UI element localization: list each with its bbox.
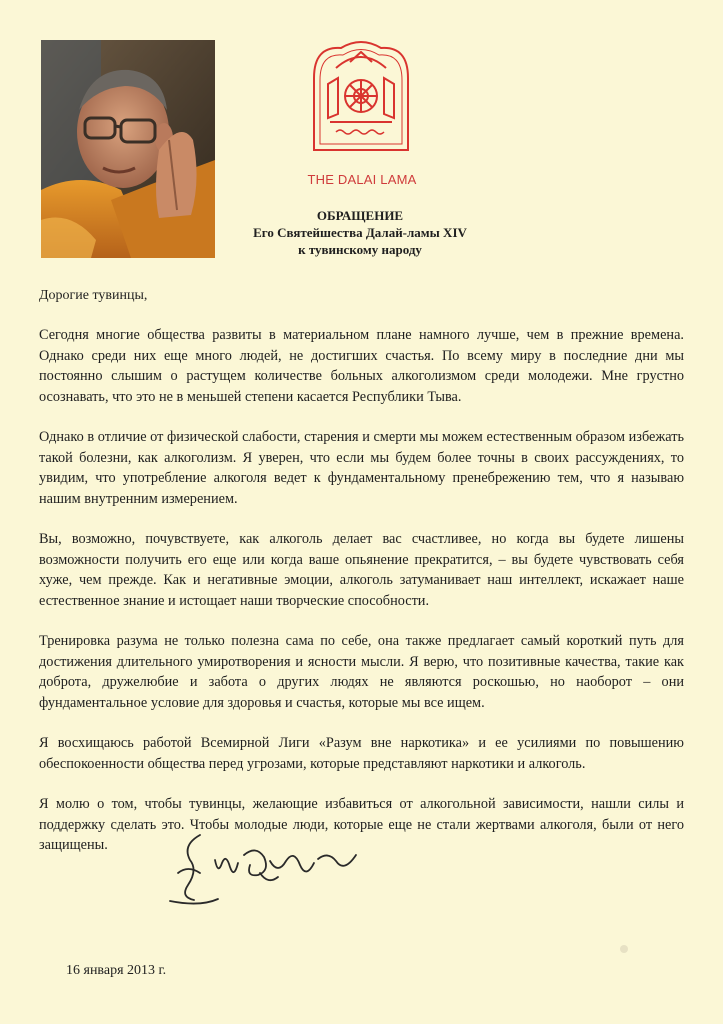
signature-icon <box>160 815 360 930</box>
heading-line-2: Его Святейшества Далай-ламы XIV <box>253 225 467 240</box>
letter-date: 16 января 2013 г. <box>66 963 167 978</box>
paragraph-1: Сегодня многие общества развиты в материальном плане намного лучше, чем в прежние времена. Однако среди них еще много людей, не достигших счастья. По всему миру в последние дни мы постоянно слышим о растущем количестве больных алкоголизмом среди молодежи. Мне грустно осознавать, что это не в меньшей степени касается Республики Тыва. <box>39 327 684 405</box>
signature <box>160 815 360 930</box>
document-heading <box>190 207 530 258</box>
paper-mark <box>620 945 628 953</box>
paragraph-5: Я восхищаюсь работой Всемирной Лиги «Разум вне наркотика» и ее усилиями по повышению обеспокоенности общества перед угрозами, которые представляют наркотики и алкоголь. <box>39 735 684 772</box>
heading-line-1: ОБРАЩЕНИЕ <box>316 208 404 223</box>
heading-line-3: к тувинскому народу <box>298 242 422 257</box>
seal-icon <box>306 38 416 162</box>
salutation: Дорогие тувинцы, <box>39 288 148 303</box>
portrait-illustration <box>41 40 215 258</box>
paragraph-4: Тренировка разума не только полезна сама по себе, она также предлагает самый короткий путь для достижения длительного умиротворения и ясности мысли. Я верю, что позитивные качества, такие как доброта, дружелюбие и забота о других людях не являются роскошью, но наоборот – они фундаментальное условие для здоровья и счастья, которые мы все ищем. <box>39 633 684 711</box>
paragraph-3: Вы, возможно, почувствуете, как алкоголь делает вас счастливее, но когда вы будете лишены возможности получить его еще или когда ваше опьянение прекратится, – вы будете чувствовать себя хуже, чем прежде. Как и негативные эмоции, алкоголь затуманивает наш интеллект, искажает наше естественное знание и истощает наши творческие способности. <box>39 531 684 609</box>
dalai-lama-seal <box>306 38 416 162</box>
paragraph-2: Однако в отличие от физической слабости, старения и смерти мы можем естественным образом избежать такой болезни, как алкоголизм. Я уверен, что если мы будем более точны в своих рассуждениях, то увидим, что употребление алкоголя ведет к фундаментальному пренебрежению тем, что я называю нашим внутренним измерением. <box>39 429 684 507</box>
portrait-photo <box>41 40 215 258</box>
letter-body <box>39 325 684 876</box>
paragraph-6: Я молю о том, чтобы тувинцы, желающие избавиться от алкогольной зависимости, нашли силы и поддержку сделать это. Чтобы молодые люди, которые еще не стали жертвами алкоголя, были от него защищены. <box>39 796 684 853</box>
brand-title: THE DALAI LAMA <box>307 172 417 187</box>
